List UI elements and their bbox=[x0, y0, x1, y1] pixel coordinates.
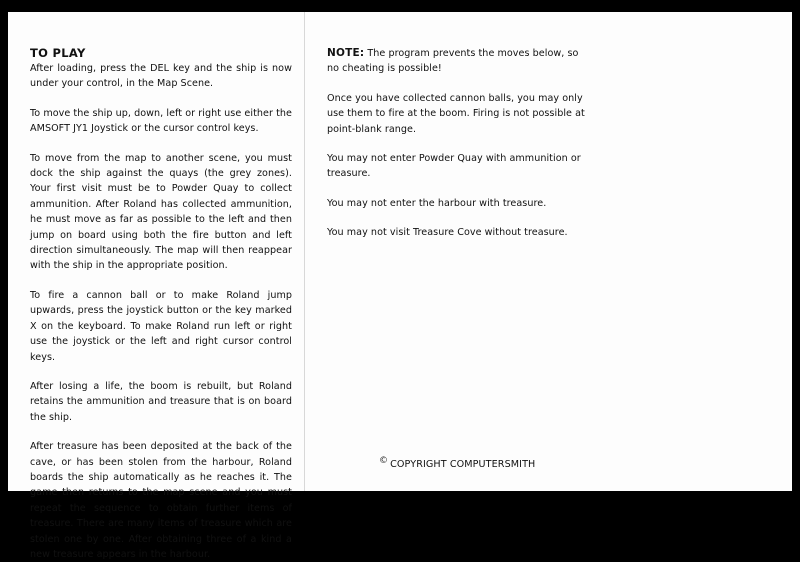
paragraph-change-scene: To move from the map to another scene, you must dock the ship against the quays (the grey zones). Your first visit must be to Powder Quay to collect ammunition. After Roland has collected ammunition, he must move as far as possible to the left and then jump on board using both the fire button and left direction simultaneously. The map will then reappear with the ship in the appropriate position. bbox=[30, 152, 292, 272]
to-play-heading: TO PLAY bbox=[30, 46, 86, 60]
paragraph-losing-life: After losing a life, the boom is rebuilt, but Roland retains the ammunition and treasure that is on board the ship. bbox=[30, 380, 292, 423]
note-text: The program prevents the moves below, so no cheating is possible! bbox=[327, 48, 579, 75]
left-column bbox=[30, 46, 292, 562]
page-fold-divider bbox=[304, 12, 305, 491]
paragraph-treasure: After treasure has been deposited at the back of the cave, or has been stolen from the harbour, Roland boards the ship automatically as he reaches it. The game then returns to the map scene and you must repeat the sequence to obtain further items of treasure. There are many items of treasure which are stolen one by one. After obtaining three of a kind a new treasure appears in the harbour. bbox=[30, 441, 292, 560]
note-label: NOTE: bbox=[327, 47, 365, 59]
right-column bbox=[327, 46, 593, 241]
paragraph-move-ship: To move the ship up, down, left or right use either the AMSOFT JY1 Joystick or the cursor control keys. bbox=[30, 107, 292, 135]
rule-harbour: You may not enter the harbour with treasure. bbox=[327, 197, 547, 209]
rule-cannon-balls: Once you have collected cannon balls, you may only use them to fire at the boom. Firing is not possible at point-blank range. bbox=[327, 92, 585, 135]
copyright-symbol: © bbox=[379, 456, 389, 466]
copyright-text: COPYRIGHT COMPUTERSMITH bbox=[390, 459, 536, 470]
rule-powder-quay: You may not enter Powder Quay with ammunition or treasure. bbox=[327, 153, 581, 180]
copyright-line bbox=[379, 456, 536, 470]
note-paragraph bbox=[327, 46, 593, 77]
paragraph-loading: After loading, press the DEL key and the ship is now under your control, in the Map Scene. bbox=[30, 63, 292, 90]
instruction-sheet bbox=[8, 12, 792, 560]
rule-treasure-cove: You may not visit Treasure Cove without treasure. bbox=[327, 227, 568, 239]
paragraph-fire-jump: To fire a cannon ball or to make Roland jump upwards, press the joystick button or the key marked X on the keyboard. To make Roland run left or right use the joystick or the left and right cursor control keys. bbox=[30, 289, 292, 363]
